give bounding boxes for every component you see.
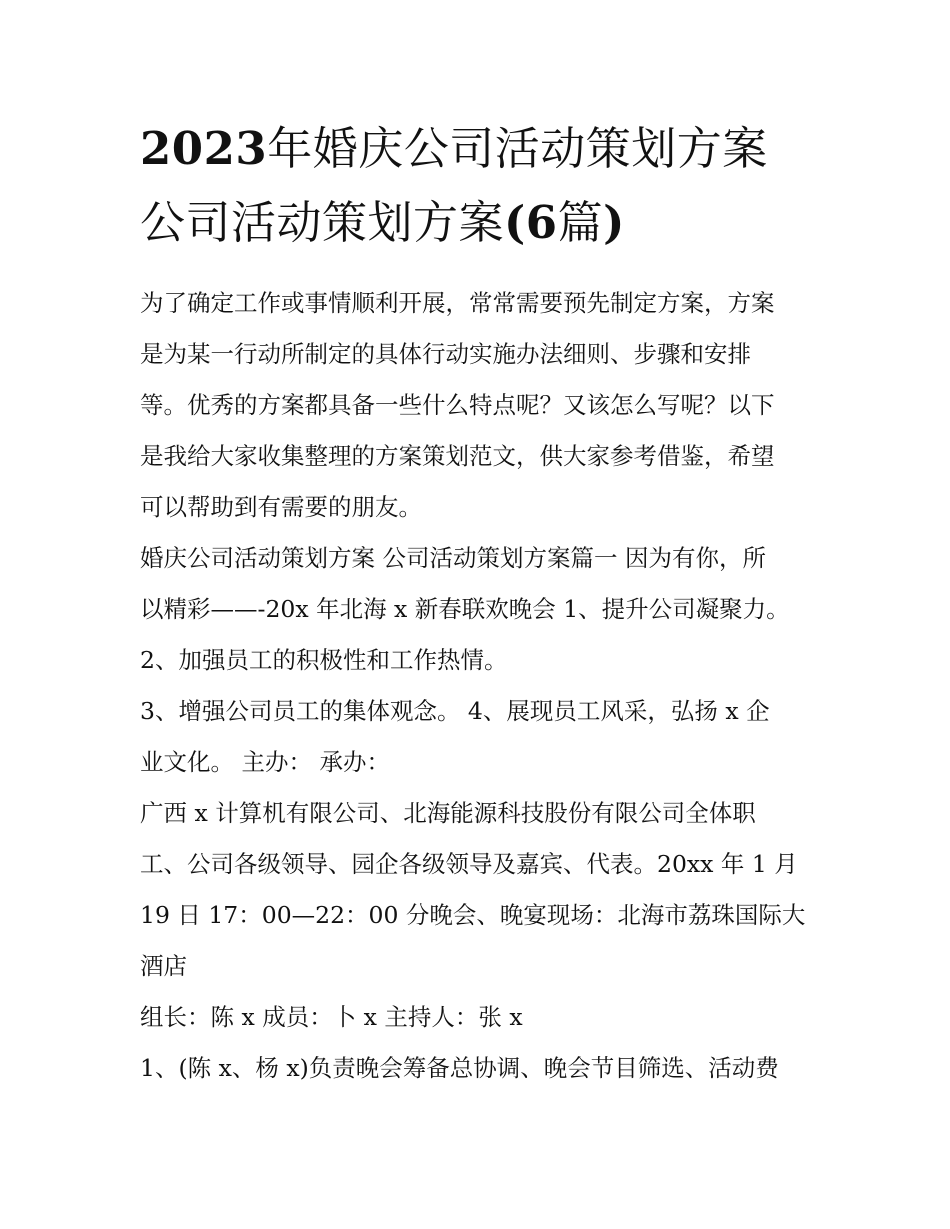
- body-line: 是我给大家收集整理的方案策划范文，供大家参考借鉴，希望: [140, 442, 775, 470]
- document-body: [140, 278, 830, 1094]
- body-line: 业文化。 主办： 承办：: [140, 748, 390, 776]
- title-line-2-text: 公司活动策划方案: [140, 196, 505, 249]
- title-year: 2023: [140, 122, 268, 175]
- body-line: 组长：陈 x 成员：卜 x 主持人：张 x: [140, 1003, 523, 1031]
- body-line: 工、公司各级领导、园企各级领导及嘉宾、代表。20xx 年 1 月: [140, 850, 798, 878]
- body-line: 2、加强员工的积极性和工作热情。: [140, 646, 508, 674]
- title-count-unit: 篇: [557, 196, 604, 249]
- body-line: 3、增强公司员工的集体观念。 4、展现员工风采，弘扬 x 企: [140, 697, 770, 725]
- title-line-1-text: 年婚庆公司活动策划方案: [267, 122, 768, 175]
- title-line-1: [140, 112, 820, 186]
- body-line: 19 日 17：00—22：00 分晚会、晚宴现场：北海市荔珠国际大: [140, 901, 806, 929]
- title-count-open: (6: [504, 196, 558, 249]
- body-line: 可以帮助到有需要的朋友。: [140, 493, 422, 521]
- title-count-close: ): [603, 196, 625, 249]
- body-line: 是为某一行动所制定的具体行动实施办法细则、步骤和安排: [140, 340, 751, 368]
- body-line: 以精彩——-20x 年北海 x 新春联欢晚会 1、提升公司凝聚力。: [140, 595, 790, 623]
- title-line-2: [140, 186, 820, 260]
- body-line: 等。优秀的方案都具备一些什么特点呢？又该怎么写呢？以下: [140, 391, 775, 419]
- document-title: [140, 112, 820, 260]
- body-line: 婚庆公司活动策划方案 公司活动策划方案篇一 因为有你，所: [140, 544, 766, 572]
- body-line: 酒店: [140, 952, 187, 980]
- body-line: 广西 x 计算机有限公司、北海能源科技股份有限公司全体职: [140, 799, 756, 827]
- body-line: 1、(陈 x、杨 x)负责晚会筹备总协调、晚会节目筛选、活动费: [140, 1054, 779, 1082]
- body-line: 为了确定工作或事情顺利开展，常常需要预先制定方案，方案: [140, 289, 775, 317]
